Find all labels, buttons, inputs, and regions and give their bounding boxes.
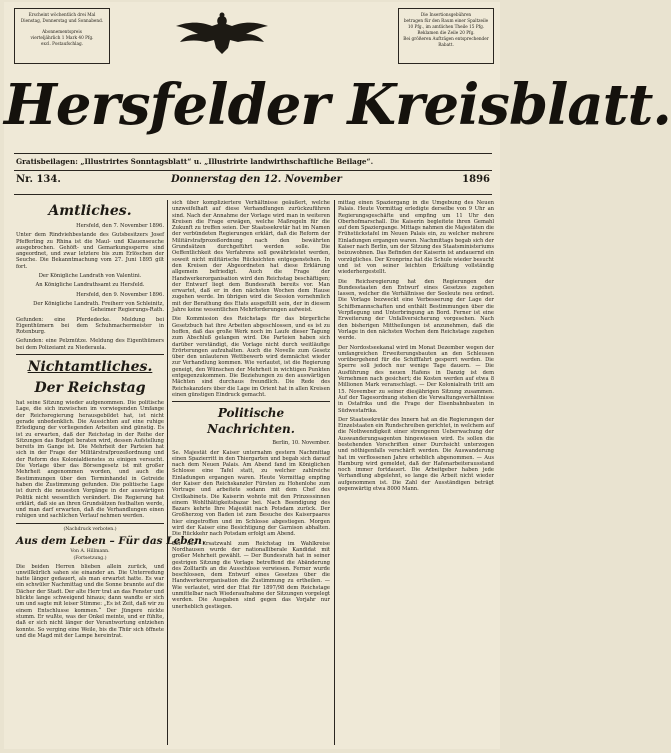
- box-line: Reklamen die Zeile 20 Pfg.: [417, 30, 475, 35]
- article-paragraph: Se. Majestät der Kaiser unternahm gestern Nachmittag einen Spazierritt in den Thiergarten und begab sich darauf nach dem Neuen Palais. Am Abend fand im Königlichen Schlosse eine Tafel statt, zu welcher zahlreiche Einladungen ergangen waren. Heute Vormittag empfing der Kaiser den Reichskanzler Fürsten zu Hohenlohe zum Vortrage und arbeitete sodann mit dem Chef des Civilkabinets. Die Kaiserin wohnte mit den Prinzessinnen einem Wohlthätigkeitsbazar bei. Nach Beendigung des Bazars kehrte Ihre Majestät nach Potsdam zurück. Der Großherzog von Baden ist zum Besuche des Kaiserpaares hier eingetroffen und im Schlosse abgestiegen. Morgen wird der Kaiser eine Besichtigung der Garnison abhalten. Die Rückkehr nach Potsdam erfolgt am Abend.: [172, 449, 330, 538]
- box-line: Erscheint wöchentlich drei Mal: [28, 12, 96, 17]
- newspaper-page: [4, 2, 671, 749]
- article-paragraph: Der Nordostseekanal wird im Monat Dezember wegen der umfangreichen Erweiterungsbauten an den Schleusen vorübergehend für die Schifffahrt gesperrt werden. Die Sperre soll jedoch nur wenige Tage dauern. — Die Ausführung des neuen Hafens in Danzig ist dem Vernehmen nach gesichert; die Kosten werden auf etwa 8 Millionen Mark veranschlagt. — Der Kolonialrath tritt am 15. November zu seiner diesjährigen Sitzung zusammen. Auf der Tagesordnung stehen die Verwaltungsverhältnisse in Ostafrika und die Frage der Eisenbahnbauten in Südwestafrika.: [338, 344, 494, 414]
- serial-chapter: (Fortsetzung.): [73, 556, 107, 562]
- section-heading-official: Amtliches.: [48, 203, 132, 219]
- box-line: Die Insertionsgebühren: [420, 12, 472, 17]
- column-2: [172, 200, 330, 745]
- box-line: Rabatt.: [438, 42, 454, 47]
- divider: [14, 153, 492, 154]
- dateline: Hersfeld, den 7. November 1896.: [76, 223, 164, 229]
- signature: Der Königliche Landrath. Freiherr von Schleinitz, Geheimer Regierungs-Rath.: [33, 300, 164, 314]
- article-paragraph: sich über kompliziertere Verhältnisse geäußert, welche unzweifelhaft auf diese Verhandlungen zurückzuführen sind. Nach der Annahme der Vorlage wird man in weiteren Kreisen die Frage erwägen, welche Maßregeln für die Zukunft zu treffen seien. Der Staatssekretär hat im Namen der verbündeten Regierungen erklärt, daß die Reform der Militärstrafprozeßordnung nach den bewährten Grundsätzen durchgeführt werden solle. Die Oeffentlichkeit des Verfahrens soll gewährleistet werden, soweit nicht militärische Rücksichten entgegenstehen. In den Kreisen der Abgeordneten hat diese Erklärung allgemein befriedigt. Auch die Frage der Handwerkerorganisation wird den Reichstag beschäftigen; der Entwurf liegt dem Bundesrath bereits vor. Man erwartet, daß er in den nächsten Wochen dem Hause zugehen werde. Im übrigen wird die Session vornehmlich mit der Berathung des Etats ausgefüllt sein, der in diesem Jahre keine wesentlichen Mehrforderungen aufweist.: [172, 200, 330, 314]
- issue-year: 1896: [462, 174, 490, 185]
- serial-author: Von A. Hillmann.: [70, 548, 110, 554]
- subscription-info-box: [14, 8, 110, 64]
- serial-title: Aus dem Leben – Für das Leben.: [16, 534, 206, 547]
- column-divider: [167, 200, 168, 745]
- article-paragraph: Bei der Ersatzwahl zum Reichstag im Wahlkreise Nordhausen wurde der nationalliberale Kandidat mit großer Mehrheit gewählt. — Der Bundesrath hat in seiner gestrigen Sitzung die Vorlage betreffend die Abänderung des Zolltarifs an die Ausschüsse verwiesen. Ferner wurde beschlossen, dem Entwurf eines Gesetzes über die Handwerkerorganisation die Zustimmung zu ertheilen. — Wie verlautet, wird der Etat für 1897/98 dem Reichstage unmittelbar nach Wiederaufnahme der Sitzungen vorgelegt werden. Die Ausgaben sind gegen das Vorjahr nur unerheblich gestiegen.: [172, 540, 330, 610]
- column-divider: [334, 200, 335, 745]
- advertising-rates-box: [398, 8, 494, 64]
- section-heading-unofficial: Nichtamtliches.: [27, 359, 153, 376]
- article-paragraph: Der Staatssekretär des Innern hat an die Regierungen der Einzelstaaten ein Rundschreiben gerichtet, in welchem auf die Nothwendigkeit einer strengeren Ueberwachung der Auswanderungsagenten hingewiesen wird. Es sollen die bestehenden Vorschriften einer Durchsicht unterzogen und nöthigenfalls verschärft werden. Die Auswanderung hat im verflossenen Jahre erheblich abgenommen. — Aus Hamburg wird gemeldet, daß der Hafenarbeiterausstand noch immer fortdauert. Die Arbeitgeber haben jede Verhandlung abgelehnt, so lange die Arbeit nicht wieder aufgenommen ist. Die Zahl der Ausständigen beträgt gegenwärtig etwa 8000 Mann.: [338, 416, 494, 493]
- serial-paragraph: Die beiden Herren blieben allein zurück, und unwillkürlich sahen sie einander an. Die Unterredung hatte länger gedauert, als man erwartet hatte. Es war ein schwüler Nachmittag und die Sonne brannte auf die Dächer der Stadt. Der alte Herr trat an das Fenster und blickte lange schweigend hinaus; dann wandte er sich um und sagte mit leiser Stimme: „Es ist Zeit, daß wir zu einem Entschlusse kommen.“ Der Jüngere nickte stumm. Er wußte, was der Onkel meinte, und er fühlte, daß er sich nicht länger der Verantwortung entziehen konnte. So verging eine Weile, bis die Thür sich öffnete und die Magd mit der Lampe hereintrat.: [16, 563, 164, 639]
- divider: [16, 354, 164, 355]
- issue-bar: [16, 174, 490, 192]
- notice-found: Gefunden: eine Pelzmütze. Meldung des Eigenthümers bei dem Polizeiamt zu Niederaula.: [16, 338, 164, 351]
- article-paragraph: mittag einen Spaziergang in die Umgebung des Neuen Palais. Heute Vormittag erledigte derselbe von 9 Uhr an Regierungsgeschäfte und empfing um 11 Uhr den Oberhofmarschall. Die Kaiserin begleitete ihren Gemahl auf dem Spaziergange. Mittags nahmen die Majestäten die Frühstückstafel im Neuen Palais ein, zu welcher mehrere Einladungen ergangen waren. Nachmittags begab sich der Kaiser nach Berlin, um der Sitzung des Staatsministeriums beizuwohnen. Das Befinden der Kaiserin ist andauernd ein vorzügliches. Der Kronprinz hat die Schule wieder besucht und ist von seiner leichten Erkältung vollständig wiederhergestellt.: [338, 200, 494, 276]
- column-1: [16, 200, 206, 745]
- box-line: Dienstag, Donnerstag und Sonnabend.: [20, 18, 104, 23]
- box-line: Bei größeren Aufträgen entsprechender: [403, 36, 489, 41]
- article-heading: Der Reichstag: [34, 380, 146, 397]
- reprint-note: (Nachdruck verboten.): [63, 526, 117, 532]
- issue-number: Nr. 134.: [16, 174, 61, 185]
- box-line: betragen für den Raum einer Spaltzeile: [403, 18, 489, 23]
- column-3: [338, 200, 494, 745]
- dateline: Hersfeld, den 9. November 1896.: [76, 291, 164, 298]
- issue-date: Donnerstag den 12. November: [171, 174, 342, 185]
- divider: [14, 194, 492, 195]
- box-line: excl. Postaufschlag.: [41, 41, 83, 46]
- eagle-emblem-icon: [172, 12, 272, 58]
- article-paragraph: Unter dem Rindviehbestande des Gutsbesitzers Josef Pfefferling zu Rhina ist die Maul- und Klauenseuche ausgebrochen. Gehöft- und Gemarkungssperre sind angeordnet, und zwar letztere bis zum Erlöschen der Seuche. Die Bekanntmachung vom 27. Juni 1895 gilt fort.: [16, 232, 164, 270]
- box-line: Abonnementspreis: [42, 29, 82, 34]
- supplements-line: Gratisbeilagen: „Illustrirtes Sonntagsblatt“ u. „Illustrirte landwirthschaftliche Beilage“.: [16, 157, 374, 166]
- box-line: 10 Pfg., im amtlichen Theile 15 Pfg.: [407, 24, 485, 29]
- article-paragraph: Die Kommission des Reichstags für das bürgerliche Gesetzbuch hat ihre Arbeiten abgeschlossen, und es ist zu hoffen, daß das große Werk noch im Laufe dieser Tagung zum Abschluß gelangen wird. Die Parteien haben sich darüber verständigt, die Vorlage nicht durch weitläufige Erörterungen aufzuhalten. Auch die Novelle zum Gesetz über den unlauteren Wettbewerb wird demnächst wieder zur Verhandlung kommen. Wie verlautet, ist die Regierung geneigt, den Wünschen der Mehrheit in wichtigen Punkten entgegenzukommen. Die Beziehungen zu den auswärtigen Mächten sind durchaus freundlich. Die Rede des Reichskanzlers über die Lage im Orient hat in allen Kreisen einen günstigen Eindruck gemacht.: [172, 316, 330, 398]
- section-heading-political-news: Politische Nachrichten.: [207, 406, 295, 437]
- divider: [172, 401, 330, 402]
- notice-found: Gefunden: eine Pferdedecke. Meldung bei Eigenthümern bei dem Schuhmachermeister in Rotenburg.: [16, 316, 164, 336]
- divider: [16, 523, 164, 524]
- article-paragraph: Die Reichsregierung hat den Regierungen der Bundesstaaten den Entwurf eines Gesetzes zugehen lassen, welcher die Verhältnisse der Seeleute neu ordnet. Die Vorlage bezweckt eine Verbesserung der Lage der Schiffsmannschaften und enthält Bestimmungen über die Verpflegung und Unterbringung an Bord. Ferner ist eine Erweiterung der Unfallversicherung vorgesehen. Nach den bisherigen Mittheilungen ist anzunehmen, daß die Vorlage in den nächsten Wochen dem Reichstage zugehen werde.: [338, 278, 494, 342]
- divider: [14, 170, 492, 171]
- signature: Der Königliche Landrath von Valentini.: [38, 273, 142, 280]
- dateline: Berlin, 10. November.: [272, 440, 330, 447]
- box-line: vierteljährlich 1 Mark 40 Pfg.: [30, 35, 94, 40]
- newspaper-title: Hersfelder Kreisblatt.: [4, 72, 671, 138]
- signature: An Königliche Landrathsamt zu Hersfeld.: [35, 282, 145, 289]
- article-paragraph: hat seine Sitzung wieder aufgenommen. Die politische Lage, die sich inzwischen im vorwiegenden Umfange der Reichsregierung herausgebildet hat, ist nicht gerade unbedenklich. Die Aussichten auf eine ruhige Erledigung der vorliegenden Arbeiten sind günstig. Es ist zu erwarten, daß der Reichstag in der Reihe der Sitzungen das Budget beraten wird, dessen Aufstellung bereits im Gange ist. Die Mehrheit der Parteien hat sich in der Frage der Militärstrafprozeßordnung und der Reform des Kolonialdienstes zu einigen versucht. Die Vorlage über das Börsengesetz ist mit großer Mehrheit angenommen worden, und auch die Bestimmungen über den Terminhandel in Getreide haben die Zustimmung gefunden. Die politische Lage ist durch die neuesten Vorgänge in der auswärtigen Politik nicht wesentlich verändert. Die Regierung hat erklärt, daß sie an ihren Grundsätzen festhalten werde, und man darf erwarten, daß die Verhandlungen einen ruhigen und sachlichen Verlauf nehmen werden.: [16, 400, 164, 520]
